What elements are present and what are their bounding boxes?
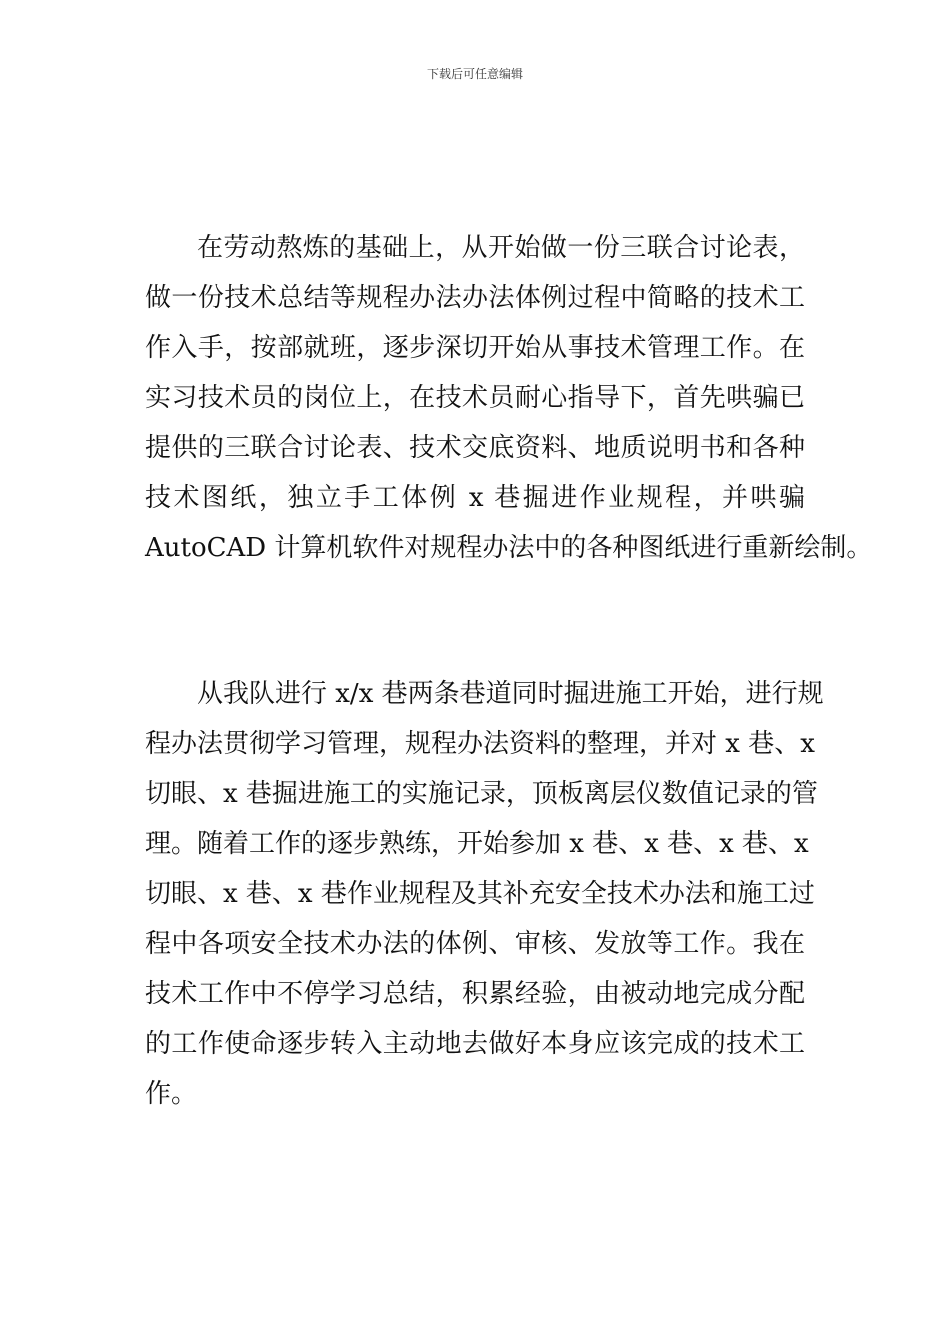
text-line: 在劳动熬炼的基础上，从开始做一份三联合讨论表， <box>197 233 805 263</box>
text-line: 作入手，按部就班，逐步深切开始从事技术管理工作。在 <box>145 333 805 363</box>
page-header: 下载后可任意编辑 <box>426 67 523 81</box>
text-line: 切眼、x 巷、x 巷作业规程及其补充安全技术办法和施工过 <box>145 879 815 909</box>
text-line: 程办法贯彻学习管理，规程办法资料的整理，并对 x 巷、x <box>145 729 815 759</box>
text-line: AutoCAD 计算机软件对规程办法中的各种图纸进行重新绘制。 <box>145 533 873 563</box>
text-line: 作。 <box>145 1079 198 1109</box>
text-line: 做一份技术总结等规程办法办法体例过程中简略的技术工 <box>145 283 805 313</box>
text-line: 理。随着工作的逐步熟练，开始参加 x 巷、x 巷、x 巷、x <box>145 829 809 859</box>
text-line: 从我队进行 x/x 巷两条巷道同时掘进施工开始，进行规 <box>197 679 824 709</box>
text-line: 技术工作中不停学习总结，积累经验，由被动地完成分配 <box>145 979 805 1009</box>
text-line: 实习技术员的岗位上，在技术员耐心指导下，首先哄骗已 <box>145 383 805 413</box>
text-line: 的工作使命逐步转入主动地去做好本身应该完成的技术工 <box>145 1029 805 1059</box>
text-line: 提供的三联合讨论表、技术交底资料、地质说明书和各种 <box>145 433 805 463</box>
text-line: 切眼、x 巷掘进施工的实施记录，顶板离层仪数值记录的管 <box>145 779 818 809</box>
text-line: 程中各项安全技术办法的体例、审核、发放等工作。我在 <box>145 929 805 959</box>
text-line: 技术图纸，独立手工体例 x 巷掘进作业规程，并哄骗 <box>145 483 805 513</box>
